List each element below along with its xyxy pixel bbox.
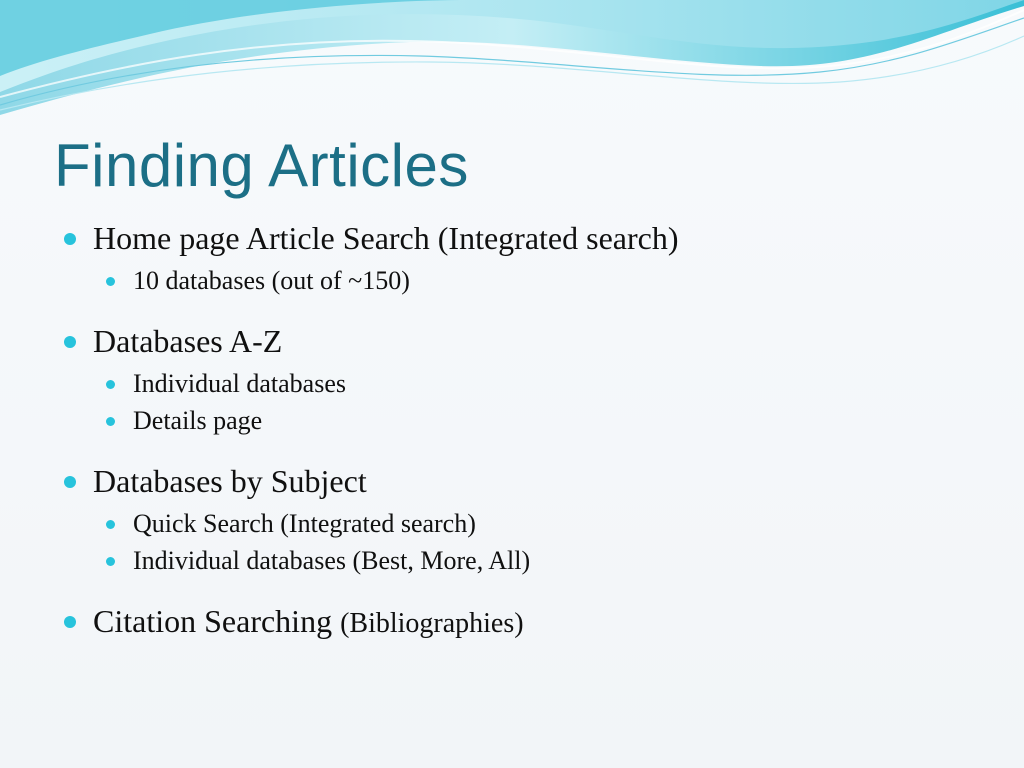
subbullet-text: Quick Search (Integrated search) [133,509,476,538]
bullet-suffix: (Bibliographies) [340,608,524,639]
bullet-group-citation-searching [62,597,982,648]
subbullet-text: Individual databases [133,369,346,398]
bullet-group-databases-a-z [62,317,982,439]
bullet-dot-icon [106,417,115,426]
bullet-item-databases-a-z [62,317,982,365]
subbullet-item-databases-count [103,262,982,299]
bullet-text: Databases A-Z [93,323,283,359]
bullet-dot-icon [64,616,76,628]
bullet-dot-icon [64,336,76,348]
bullet-dot-icon [106,520,115,529]
bullet-dot-icon [106,277,115,286]
bullet-dot-icon [64,233,76,245]
subbullet-text: 10 databases (out of ~150) [133,266,410,295]
bullet-item-citation-searching [62,597,982,648]
bullet-text: Databases by Subject [93,463,367,499]
subbullet-item-details-page [103,402,982,439]
bullet-dot-icon [106,557,115,566]
subbullet-text: Individual databases (Best, More, All) [133,546,531,575]
bullet-list [62,214,982,666]
subbullet-item-individual-databases-best-more-all [103,542,982,579]
bullet-item-home-page-article-search [62,214,982,262]
subbullet-item-individual-databases [103,365,982,402]
bullet-item-databases-by-subject [62,457,982,505]
bullet-dot-icon [64,476,76,488]
bullet-group-databases-by-subject [62,457,982,579]
bullet-dot-icon [106,380,115,389]
subbullet-text: Details page [133,406,263,435]
wave-decoration [0,0,1024,130]
slide-title: Finding Articles [54,132,469,199]
subbullet-item-quick-search [103,505,982,542]
bullet-text: Home page Article Search (Integrated search) [93,220,679,256]
bullet-text: Citation Searching [93,603,333,639]
bullet-group-home-page [62,214,982,299]
